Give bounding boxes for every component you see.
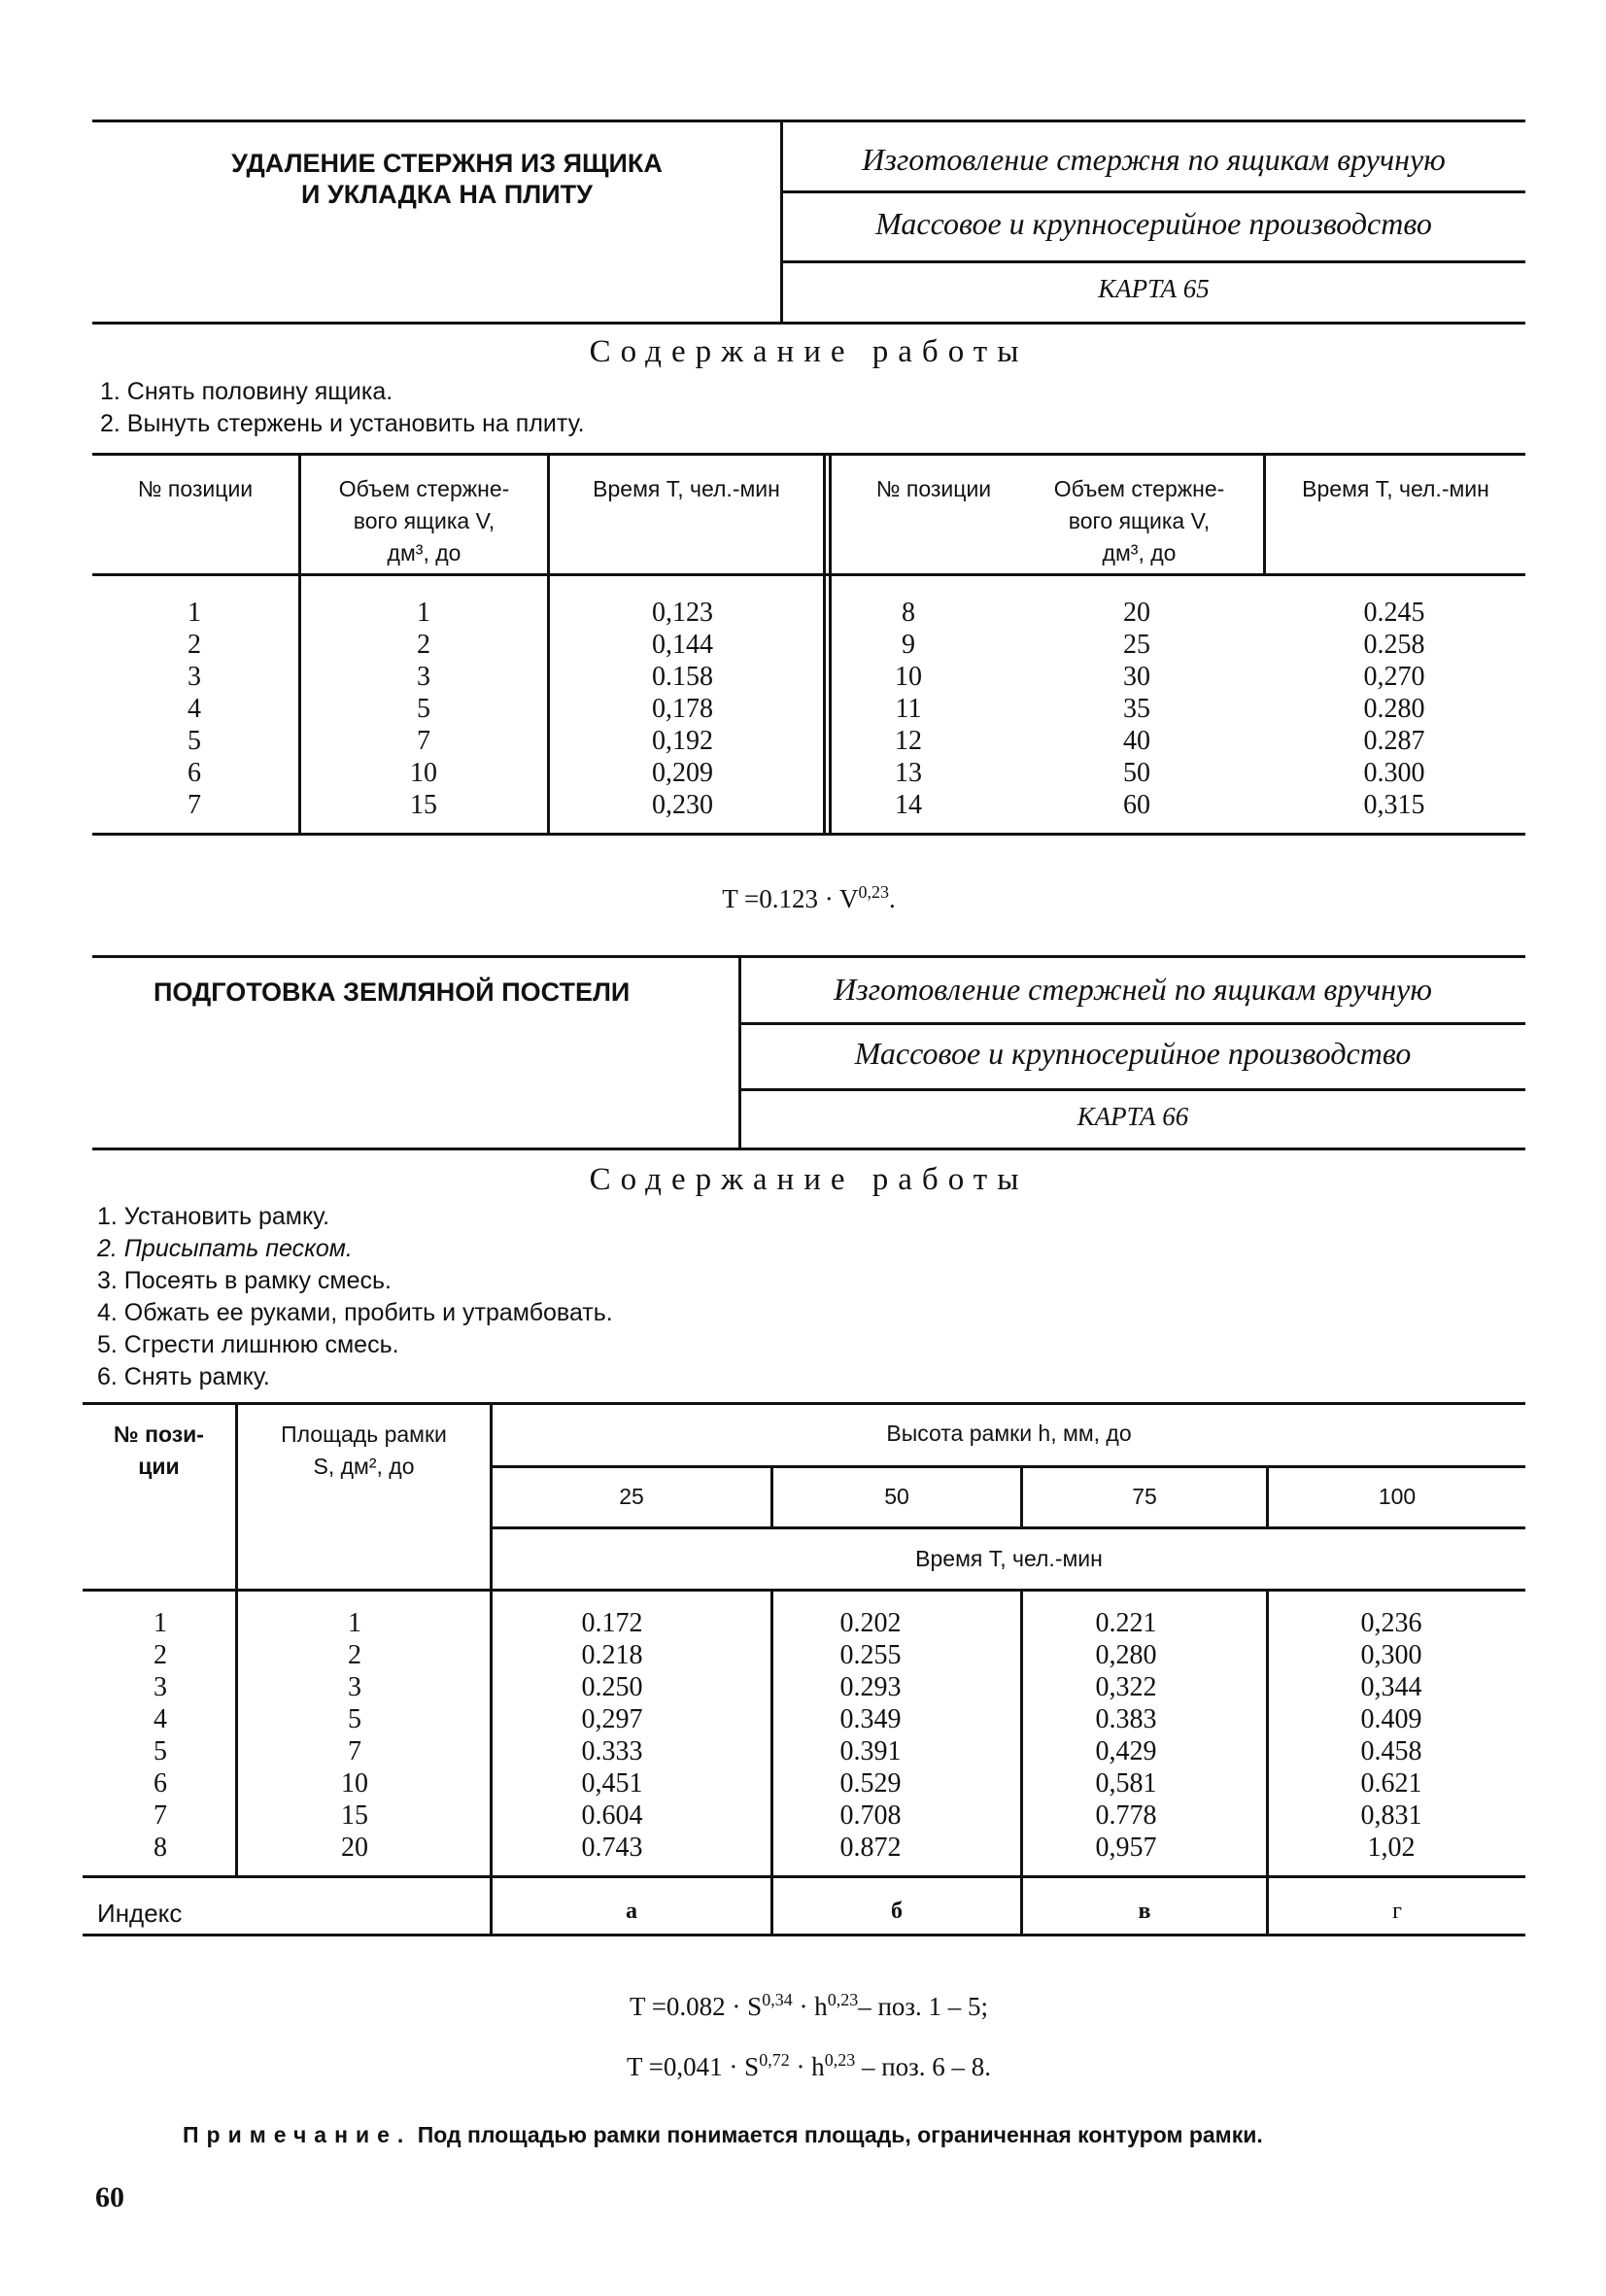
table-cell: 0.280: [1363, 694, 1425, 724]
process-title-65: Изготовление стержня по ящикам вручную: [862, 142, 1446, 177]
steps-65: [100, 376, 585, 440]
table-cell: 0.333: [581, 1736, 643, 1766]
table-cell: 0.245: [1363, 598, 1425, 628]
table-cell: 10: [410, 758, 437, 788]
table-cell: 0,322: [1095, 1672, 1157, 1702]
header-area: Площадь рамки S, дм², до: [281, 1422, 447, 1479]
table-cell: 0.158: [652, 662, 713, 692]
header-volume: Объем стержне- вого ящика V, дм³, до: [1053, 476, 1225, 565]
header-height-25: 25: [619, 1484, 644, 1509]
table-cell: 0.872: [839, 1833, 902, 1863]
process-title-66: Изготовление стержней по ящикам вручную: [834, 972, 1432, 1007]
table-cell: 0,957: [1095, 1833, 1157, 1863]
header-position: № позиции: [137, 476, 254, 501]
table-cell: 3: [417, 662, 430, 692]
table-cell: 0,192: [652, 726, 713, 756]
table-cell: 4: [188, 694, 201, 724]
column-h50: [783, 1607, 958, 1864]
table-cell: 0.778: [1095, 1800, 1157, 1831]
operation-title-66: ПОДГОТОВКА ЗЕМЛЯНОЙ ПОСТЕЛИ: [154, 977, 631, 1007]
table-cell: 60: [1123, 790, 1150, 820]
table-cell: 0,581: [1095, 1768, 1157, 1799]
table-cell: 0.458: [1360, 1736, 1422, 1766]
table-cell: 0.287: [1363, 726, 1425, 756]
table-cell: 20: [1123, 598, 1150, 628]
table-cell: 0,144: [652, 630, 713, 660]
table-cell: 0.172: [581, 1608, 643, 1638]
table-cell: 0.409: [1360, 1704, 1422, 1734]
step-item: 6. Снять рамку.: [97, 1363, 270, 1390]
header-height-100: 100: [1378, 1484, 1417, 1509]
card-number-65: КАРТА 65: [1098, 274, 1210, 303]
table-cell: 0.300: [1363, 758, 1425, 788]
table-cell: 3: [154, 1672, 167, 1702]
table-cell: 13: [895, 758, 922, 788]
table-cell: 1: [417, 598, 430, 628]
table-cell: 0,270: [1363, 662, 1425, 692]
card-number-66: КАРТА 66: [1076, 1102, 1189, 1131]
table-cell: 5: [188, 726, 201, 756]
step-item: 2. Вынуть стержень и установить на плиту.: [100, 410, 585, 437]
table-cell: 1: [348, 1608, 361, 1638]
table-cell: 10: [895, 662, 922, 692]
table-cell: 0,429: [1095, 1736, 1157, 1766]
header-time: Время T, чел.-мин: [593, 476, 780, 501]
table-cell: 0,209: [652, 758, 713, 788]
table-cell: 12: [895, 726, 922, 756]
table-cell: 0.708: [839, 1800, 902, 1831]
page-number: 60: [95, 2181, 124, 2213]
table-cell: 15: [410, 790, 437, 820]
table-cell: 0,123: [652, 598, 713, 628]
table-cell: 0,831: [1360, 1800, 1422, 1831]
table-cell: 2: [348, 1640, 361, 1670]
table-cell: 0,178: [652, 694, 713, 724]
table-cell: 0.349: [839, 1704, 902, 1734]
table-cell: 5: [154, 1736, 167, 1766]
production-type-66: Массовое и крупносерийное производство: [854, 1036, 1412, 1071]
table-cell: 2: [417, 630, 430, 660]
table-cell: 35: [1123, 694, 1150, 724]
table-cell: 0.255: [839, 1640, 902, 1670]
header-volume: Объем стержне- вого ящика V, дм³, до: [338, 476, 510, 565]
header-position: № пози- ции: [114, 1422, 204, 1479]
table-cell: 0,344: [1360, 1672, 1422, 1702]
table-cell: 2: [154, 1640, 167, 1670]
table-cell: 0.621: [1360, 1768, 1422, 1799]
table-cell: 0,315: [1363, 790, 1425, 820]
table-cell: 0.250: [581, 1672, 643, 1702]
table-cell: 11: [895, 694, 922, 724]
table-cell: 6: [154, 1768, 167, 1799]
table-cell: 0.604: [581, 1800, 643, 1831]
table-cell: 3: [188, 662, 201, 692]
column-position: [112, 1607, 209, 1864]
content-title-66: Содержание работы: [589, 1162, 1029, 1197]
table-cell: 0.258: [1363, 630, 1425, 660]
table-cell: 6: [188, 758, 201, 788]
step-item: 3. Посеять в рамку смесь.: [97, 1267, 392, 1294]
header-time: Время T, чел.-мин: [1302, 476, 1489, 501]
content-title-65: Содержание работы: [589, 334, 1029, 369]
index-label: Индекс: [97, 1899, 183, 1928]
index-cell: в: [1138, 1899, 1151, 1924]
note-text: Под площадью рамки понимается площадь, ограниченная контуром рамки.: [411, 2122, 1263, 2147]
table-cell: 9: [902, 630, 915, 660]
table-cell: 50: [1123, 758, 1150, 788]
column-volume: [1088, 597, 1185, 821]
header-frame-height: Высота рамки h, мм, до: [886, 1421, 1132, 1446]
index-cell: а: [626, 1899, 637, 1924]
step-item: 1. Установить рамку.: [97, 1203, 330, 1230]
steps-66: [97, 1201, 613, 1393]
step-item: 2. Присыпать песком.: [97, 1235, 353, 1262]
step-item: 1. Снять половину ящика.: [100, 378, 393, 405]
table-cell: 7: [154, 1800, 167, 1831]
table-cell: 20: [341, 1833, 368, 1863]
table-cell: 1,02: [1367, 1833, 1416, 1863]
table-cell: 0.202: [839, 1608, 902, 1638]
table-cell: 0.383: [1095, 1704, 1157, 1734]
table-cell: 0,280: [1095, 1640, 1157, 1670]
table-cell: 0.218: [581, 1640, 643, 1670]
table-cell: 7: [348, 1736, 361, 1766]
header-position: № позиции: [875, 476, 992, 501]
step-item: 5. Сгрести лишнюю смесь.: [97, 1331, 399, 1358]
step-item: 4. Обжать ее руками, пробить и утрамбовать.: [97, 1299, 613, 1326]
table-cell: 1: [188, 598, 201, 628]
table-cell: 1: [154, 1608, 167, 1638]
column-volume: [375, 597, 472, 821]
table-cell: 0,297: [581, 1704, 643, 1734]
table-cell: 15: [341, 1800, 368, 1831]
header-time: Время T, чел.-мин: [915, 1546, 1103, 1571]
table-cell: 2: [188, 630, 201, 660]
table-cell: 0,236: [1360, 1608, 1422, 1638]
note: [183, 2122, 1263, 2148]
column-h100: [1304, 1607, 1479, 1864]
table-cell: 5: [348, 1704, 361, 1734]
table-cell: 7: [417, 726, 430, 756]
production-type-65: Массовое и крупносерийное производство: [875, 206, 1432, 241]
header-height-75: 75: [1132, 1484, 1157, 1509]
formula-66-b: $T =0,041 \cdot S^{0,72} \cdot h^{0,23}$ – поз. 6 – 8.: [626, 2050, 992, 2081]
table-cell: 14: [895, 790, 922, 820]
table-cell: 3: [348, 1672, 361, 1702]
table-cell: 0,451: [581, 1768, 643, 1799]
table-cell: 0.529: [839, 1768, 902, 1799]
table-cell: 0.743: [581, 1833, 643, 1863]
table-cell: 8: [902, 598, 915, 628]
table-cell: 0,230: [652, 790, 713, 820]
formula-65: T =0.123 · V$^{0,23}$.: [722, 882, 896, 913]
column-position: [860, 597, 957, 821]
table-cell: 30: [1123, 662, 1150, 692]
table-cell: 4: [154, 1704, 167, 1734]
column-h75: [1039, 1607, 1213, 1864]
note-label: Примечание.: [183, 2122, 412, 2147]
table-cell: 10: [341, 1768, 368, 1799]
table-cell: 25: [1123, 630, 1150, 660]
table-cell: 0.221: [1095, 1608, 1157, 1638]
table-cell: 40: [1123, 726, 1150, 756]
table-cell: 5: [417, 694, 430, 724]
operation-title-65: УДАЛЕНИЕ СТЕРЖНЯ ИЗ ЯЩИКА И УКЛАДКА НА ПЛИТУ: [231, 149, 663, 209]
table-cell: 8: [154, 1833, 167, 1863]
table-cell: 0.391: [839, 1736, 902, 1766]
index-cell: б: [891, 1899, 903, 1924]
column-area: [306, 1607, 403, 1864]
table-cell: 7: [188, 790, 201, 820]
index-cell: г: [1392, 1899, 1402, 1924]
formula-66-a: $T =0.082 \cdot S^{0,34} \cdot h^{0,23}-$ поз. 1 – 5;: [629, 1990, 989, 2021]
column-time: [1297, 597, 1491, 821]
header-height-50: 50: [884, 1484, 909, 1509]
column-position: [146, 597, 243, 821]
table-cell: 0.293: [839, 1672, 902, 1702]
table-cell: 0,300: [1360, 1640, 1422, 1670]
column-time: [583, 597, 782, 821]
column-h25: [525, 1607, 700, 1864]
